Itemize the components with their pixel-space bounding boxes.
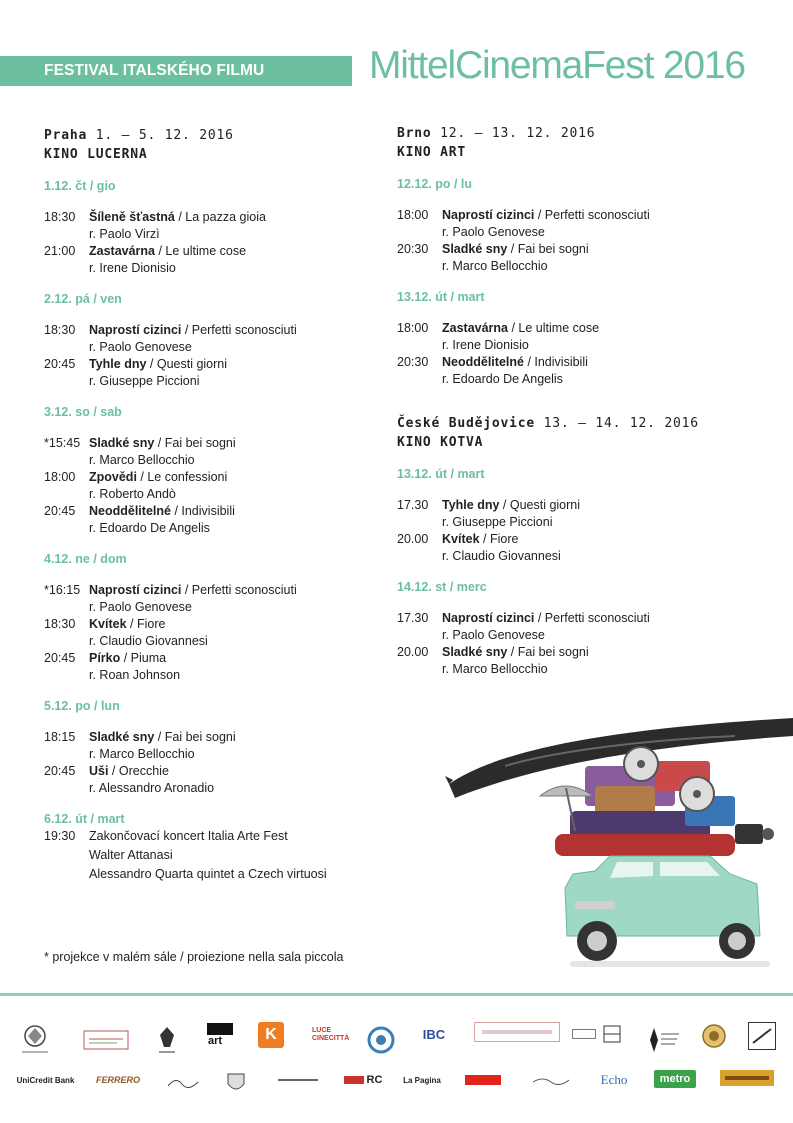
film-title-cz: Tyhle dny [89, 357, 147, 371]
film-title [89, 322, 374, 339]
la-pagina-logo: La Pagina [403, 1075, 441, 1085]
screening [397, 241, 727, 275]
ferrero-logo: FERRERO [95, 1075, 140, 1085]
film-title [442, 354, 727, 371]
film-title [442, 610, 727, 627]
director: r. Marco Bellocchio [442, 259, 548, 273]
il-mulino-logo [275, 1070, 321, 1090]
director: r. Marco Bellocchio [89, 747, 195, 761]
film-title-cz: Sladké sny [89, 436, 155, 450]
director: r. Claudio Giovannesi [89, 634, 208, 648]
cinema-name: KINO ART [397, 145, 467, 160]
city-dates: 1. – 5. 12. 2016 [87, 128, 234, 143]
event-line: Zakončovací koncert Italia Arte Fest [89, 829, 288, 843]
film-title-cz: Kvítek [442, 532, 480, 546]
city-dates: 13. – 14. 12. 2016 [535, 416, 699, 431]
banner-text: FESTIVAL ITALSKÉHO FILMU [44, 62, 265, 79]
screening [44, 243, 374, 277]
film-title-it: / Le confessioni [136, 470, 228, 484]
screening-info [442, 610, 727, 644]
day-label: 12.12. po / lu [397, 177, 473, 191]
cinema-name: KINO KOTVA [397, 435, 484, 450]
day-list [397, 467, 727, 678]
screening [44, 322, 374, 356]
show-time: 18:15 [44, 730, 76, 744]
day-label: 4.12. ne / dom [44, 552, 127, 566]
kino-art-logo: art [206, 1022, 234, 1050]
film-title [442, 644, 727, 661]
film-title-it: / Questi giorni [499, 498, 581, 512]
screening [397, 531, 727, 565]
screening-info [442, 531, 727, 565]
city-heading [397, 124, 727, 143]
film-title-it: / Fiore [126, 617, 166, 631]
film-title [89, 582, 374, 599]
screening [44, 209, 374, 243]
show-time: 18:30 [44, 210, 76, 224]
film-title-cz: Pírko [89, 651, 121, 665]
film-title-cz: Naprostí cizinci [89, 583, 182, 597]
day-label: 2.12. pá / ven [44, 292, 122, 306]
day-label: 13.12. út / mart [397, 467, 485, 481]
film-title [89, 616, 374, 633]
film-logo [570, 1022, 598, 1046]
film-title [89, 503, 374, 520]
film-title-cz: Šíleně šťastná [89, 210, 175, 224]
director: r. Marco Bellocchio [442, 662, 548, 676]
film-title-cz: Kvítek [89, 617, 127, 631]
association-logo [600, 1022, 624, 1046]
footnote: * projekce v malém sále / proiezione nella sala piccola [44, 950, 344, 964]
show-time: 18:00 [44, 470, 76, 484]
director: r. Alessandro Aronadio [89, 781, 215, 795]
show-time: 20:30 [397, 242, 429, 256]
screening-info [89, 763, 374, 797]
day-label: 6.12. út / mart [44, 812, 125, 826]
show-time: 20.00 [397, 532, 429, 546]
film-title-it: / Le ultime cose [155, 244, 247, 258]
film-title [442, 320, 727, 337]
espats-logo [528, 1070, 574, 1090]
film-title-it: / Le ultime cose [508, 321, 600, 335]
banner-logo [474, 1022, 560, 1042]
brno-cb-program [397, 124, 727, 678]
city-heading [44, 126, 374, 145]
film-title-cz: Neoddělitelné [442, 355, 524, 369]
film-title-cz: Neoddělitelné [89, 504, 171, 518]
kotva-logo: K [258, 1022, 284, 1048]
screening-info [89, 503, 374, 537]
screening [397, 644, 727, 678]
unicredit-logo: UniCredit Bank [16, 1075, 75, 1085]
italian-institute-logo [82, 1022, 130, 1058]
film-title [89, 209, 374, 226]
director: r. Paolo Genovese [442, 225, 545, 239]
film-title [442, 207, 727, 224]
city-name: České Budějovice [397, 416, 536, 431]
embassy-logo [14, 1022, 56, 1058]
film-title-it: / Perfetti sconosciuti [181, 323, 297, 337]
screening-info [442, 320, 727, 354]
screening-info [442, 497, 727, 531]
film-title-it: / Fai bei sogni [507, 645, 589, 659]
film-title [442, 241, 727, 258]
festival-banner [0, 56, 352, 86]
screening-info [442, 207, 727, 241]
show-time: 20:30 [397, 355, 429, 369]
closing-event [44, 828, 374, 883]
film-title-it: / Fiore [479, 532, 519, 546]
screening-info [442, 241, 727, 275]
director: r. Roan Johnson [89, 668, 181, 682]
film-title-cz: Naprostí cizinci [89, 323, 182, 337]
director: r. Giuseppe Piccioni [89, 374, 200, 388]
film-title-it: / Perfetti sconosciuti [534, 208, 650, 222]
screening [44, 582, 374, 616]
film-title-it: / Questi giorni [146, 357, 228, 371]
film-title [89, 650, 374, 667]
screening [44, 729, 374, 763]
screening [44, 650, 374, 684]
metro-logo: metro [654, 1070, 696, 1088]
square-logo [748, 1022, 776, 1050]
screening-info [442, 644, 727, 678]
day-label: 5.12. po / lun [44, 699, 120, 713]
film-title [89, 243, 374, 260]
screening [44, 616, 374, 650]
director: r. Irene Dionisio [89, 261, 176, 275]
echo-logo: Echo [600, 1072, 628, 1087]
director: r. Paolo Virzì [89, 227, 160, 241]
day-label: 14.12. st / merc [397, 580, 487, 594]
film-title-cz: Tyhle dny [442, 498, 500, 512]
director: r. Paolo Genovese [89, 340, 192, 354]
film-title-it: / Fai bei sogni [507, 242, 589, 256]
film-title-cz: Sladké sny [89, 730, 155, 744]
film-title [89, 356, 374, 373]
show-time: 20:45 [44, 764, 76, 778]
city-heading [397, 414, 727, 433]
screening-info [89, 356, 374, 390]
festival-title: MittelCinemaFest 2016 [369, 44, 745, 87]
film-title-it: / Perfetti sconosciuti [534, 611, 650, 625]
show-time: 20.00 [397, 645, 429, 659]
kino-lucerna-logo [152, 1022, 182, 1058]
show-time: 18:00 [397, 208, 429, 222]
show-time: 20:45 [44, 504, 76, 518]
show-time: 19:30 [44, 829, 76, 843]
film-title-cz: Naprostí cizinci [442, 208, 535, 222]
rc-logo: RC [340, 1070, 386, 1090]
show-time: 18:30 [44, 617, 76, 631]
script-logo [165, 1070, 201, 1096]
screening-info [89, 435, 374, 469]
monitor-logo [720, 1070, 774, 1086]
film-title-cz: Zpovědi [89, 470, 137, 484]
event-lines [89, 828, 374, 883]
city-name: Brno [397, 126, 432, 141]
praha-program [44, 126, 374, 883]
screening [44, 763, 374, 797]
crest-logo [224, 1070, 248, 1096]
cprd-logo [462, 1070, 504, 1090]
director: r. Giuseppe Piccioni [442, 515, 553, 529]
sponsor-logos-row-1 [0, 1022, 793, 1058]
day-label: 13.12. út / mart [397, 290, 485, 304]
screening [397, 497, 727, 531]
director: r. Paolo Genovese [442, 628, 545, 642]
show-time: 20:45 [44, 357, 76, 371]
show-time: 18:00 [397, 321, 429, 335]
cinema-name: KINO LUCERNA [44, 147, 148, 162]
sponsor-logos-row-2 [0, 1070, 793, 1106]
camera-icon [735, 824, 774, 844]
screening [44, 435, 374, 469]
director: r. Edoardo De Angelis [89, 521, 210, 535]
car-icon [565, 856, 770, 967]
film-title [442, 497, 727, 514]
film-title-cz: Sladké sny [442, 645, 508, 659]
luce-cinecitta-logo: LUCE CINECITTÀ [312, 1027, 350, 1042]
car-illustration [445, 706, 793, 988]
screening [397, 320, 727, 354]
director: r. Irene Dionisio [442, 338, 529, 352]
show-time: *16:15 [44, 583, 81, 597]
film-title-it: / Orecchie [108, 764, 169, 778]
screening [397, 207, 727, 241]
day-label: 3.12. so / sab [44, 405, 122, 419]
film-title-cz: Naprostí cizinci [442, 611, 535, 625]
film-title-it: / Piuma [120, 651, 167, 665]
film-title-it: / Fai bei sogni [154, 730, 236, 744]
screening-info [89, 729, 374, 763]
screening-info [89, 322, 374, 356]
film-title-it: / La pazza gioia [174, 210, 266, 224]
film-title [89, 469, 374, 486]
event-line: Alessandro Quarta quintet a Czech virtuosi [89, 867, 327, 881]
film-title [442, 531, 727, 548]
film-title-cz: Sladké sny [442, 242, 508, 256]
show-time: 18:30 [44, 323, 76, 337]
day-list [397, 177, 727, 388]
director: r. Edoardo De Angelis [442, 372, 563, 386]
screening-info [442, 354, 727, 388]
screening [44, 356, 374, 390]
show-time: 17.30 [397, 498, 429, 512]
director: r. Paolo Genovese [89, 600, 192, 614]
film-clubs-logo [646, 1022, 682, 1058]
show-time: 21:00 [44, 244, 76, 258]
anniversary-logo [365, 1022, 397, 1058]
screening [44, 503, 374, 537]
show-time: *15:45 [44, 436, 81, 450]
director: r. Claudio Giovannesi [442, 549, 561, 563]
city-dates: 12. – 13. 12. 2016 [431, 126, 596, 141]
film-title-it: / Indivisibili [523, 355, 588, 369]
screening [397, 354, 727, 388]
director: r. Marco Bellocchio [89, 453, 195, 467]
day-list [44, 179, 374, 797]
film-title-it: / Fai bei sogni [154, 436, 236, 450]
film-title-cz: Uši [89, 764, 109, 778]
film-title-it: / Indivisibili [170, 504, 235, 518]
show-time: 17.30 [397, 611, 429, 625]
director: r. Roberto Andò [89, 487, 176, 501]
city-name: Praha [44, 128, 88, 143]
film-title [89, 729, 374, 746]
screening [397, 610, 727, 644]
day-label: 1.12. čt / gio [44, 179, 116, 193]
screening-info [89, 650, 374, 684]
event-line: Walter Attanasi [89, 848, 173, 862]
film-title [89, 435, 374, 452]
film-title-it: / Perfetti sconosciuti [181, 583, 297, 597]
screening-info [89, 616, 374, 650]
divider [0, 993, 793, 996]
film-title-cz: Zastavárna [442, 321, 509, 335]
film-title-cz: Zastavárna [89, 244, 156, 258]
seal-logo [700, 1022, 728, 1050]
ibc-logo: IBC [422, 1026, 446, 1042]
show-time: 20:45 [44, 651, 76, 665]
screening-info [89, 243, 374, 277]
film-title [89, 763, 374, 780]
screening-info [89, 469, 374, 503]
screening-info [89, 209, 374, 243]
screening [44, 469, 374, 503]
screening-info [89, 582, 374, 616]
